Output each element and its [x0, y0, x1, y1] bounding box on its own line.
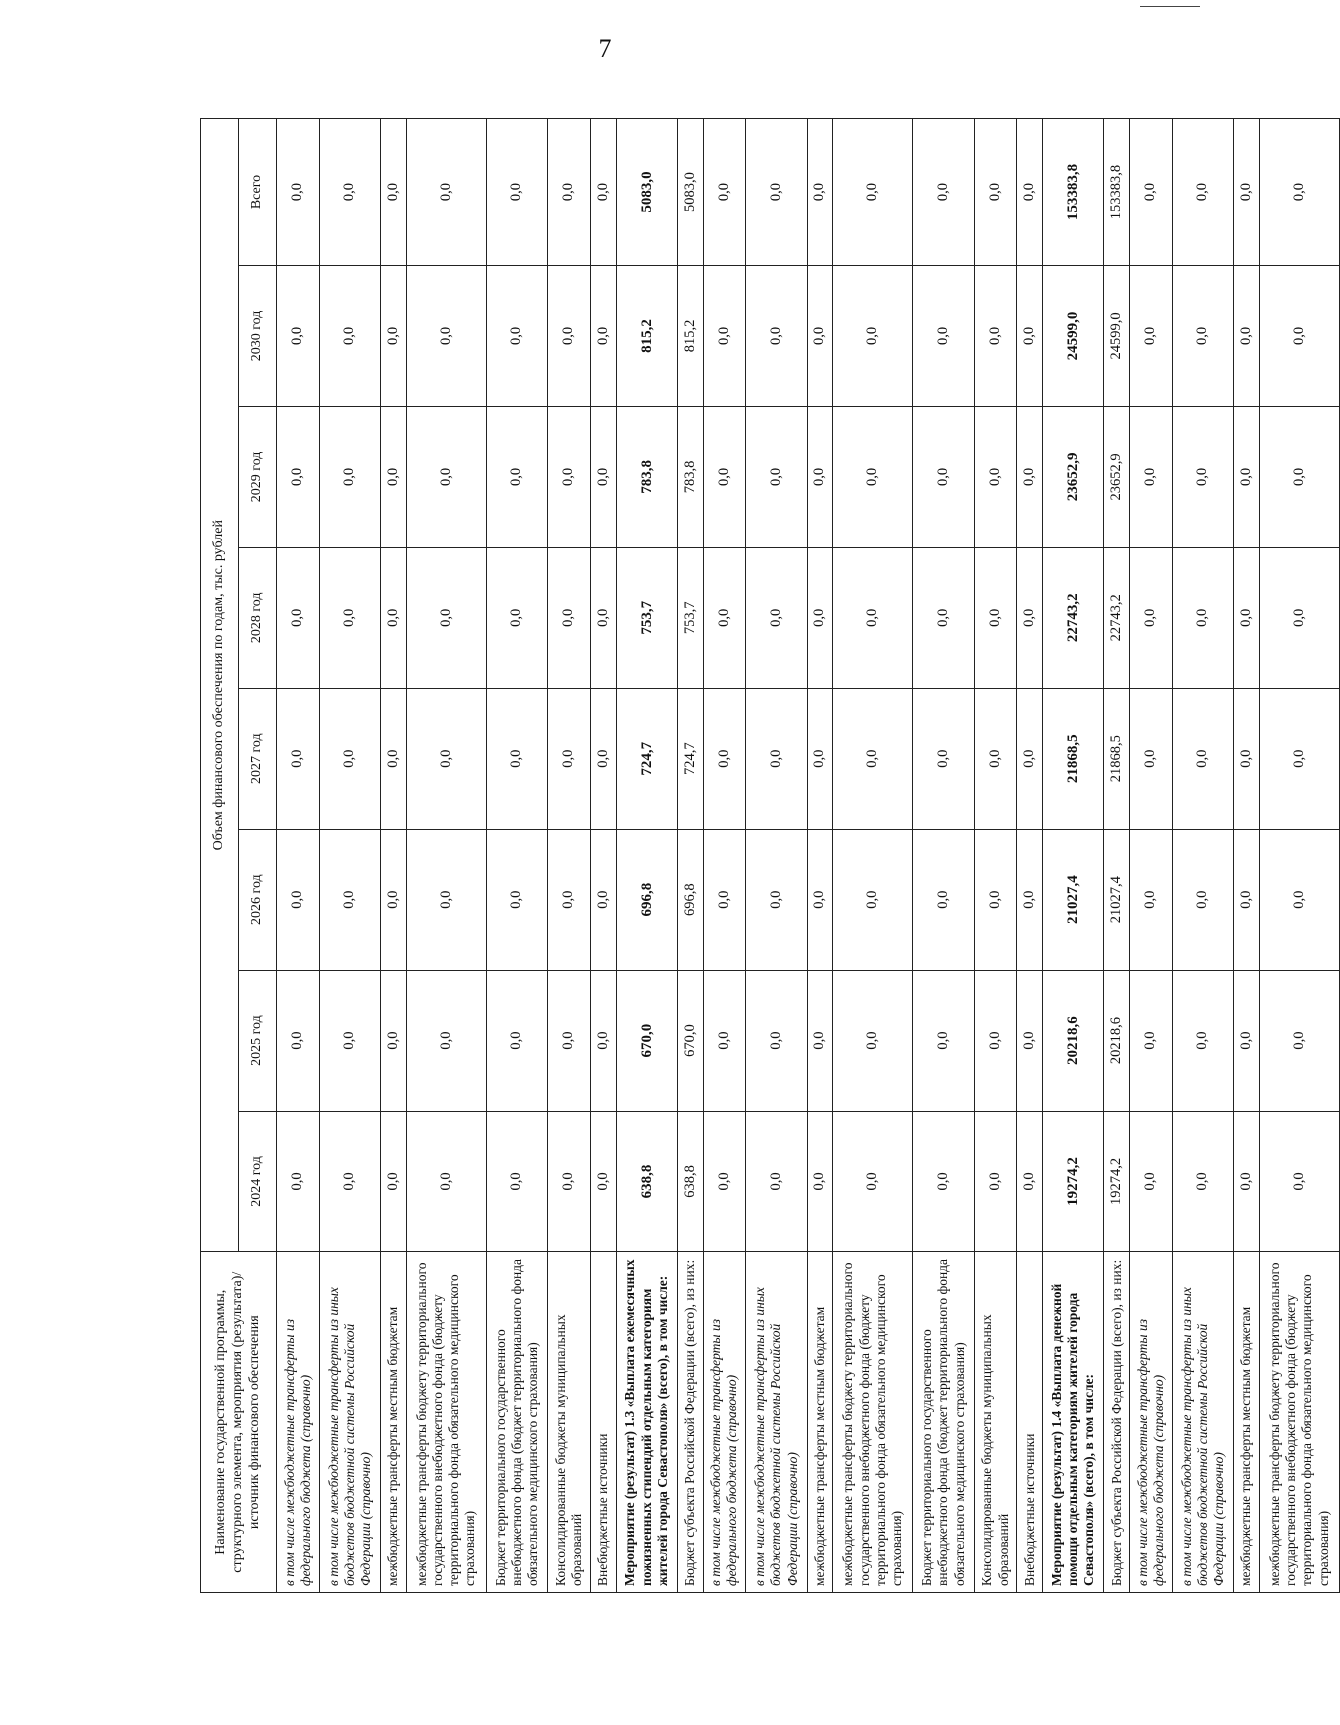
- row-label: Внебюджетные источники: [590, 1252, 616, 1593]
- row-year-value: 0,0: [277, 1111, 320, 1252]
- row-year-value: 0,0: [703, 547, 746, 688]
- row-year-value: 0,0: [833, 970, 913, 1111]
- row-year-value: 0,0: [1172, 265, 1233, 406]
- row-year-value: 0,0: [548, 970, 591, 1111]
- row-year-value: 0,0: [277, 688, 320, 829]
- row-year-value: 0,0: [974, 547, 1017, 688]
- row-year-value: 0,0: [746, 829, 807, 970]
- row-year-value: 0,0: [406, 829, 486, 970]
- row-label: в том числе межбюджетные трансферты из иных бюджетов бюджетной системы Российской Федерации (справочно): [746, 1252, 807, 1593]
- year-header: 2024 год: [239, 1111, 277, 1252]
- row-year-value: 0,0: [319, 688, 380, 829]
- row-year-value: 0,0: [590, 265, 616, 406]
- table-body: [277, 119, 1340, 1593]
- year-header: 2028 год: [239, 547, 277, 688]
- financing-group-header: Объем финансового обеспечения по годам, тыс. рублей: [201, 119, 239, 1252]
- row-year-value: 23652,9: [1104, 406, 1130, 547]
- row-year-value: 0,0: [1259, 406, 1339, 547]
- table-row: [974, 119, 1017, 1593]
- row-year-value: 0,0: [319, 970, 380, 1111]
- row-year-value: 0,0: [486, 688, 547, 829]
- row-year-value: 0,0: [1234, 265, 1260, 406]
- row-label: межбюджетные трансферты местным бюджетам: [807, 1252, 833, 1593]
- row-year-value: 0,0: [703, 265, 746, 406]
- corner-scan-line: [1140, 6, 1200, 7]
- row-year-value: 0,0: [381, 547, 407, 688]
- row-year-value: 20218,6: [1104, 970, 1130, 1111]
- row-year-value: 0,0: [486, 265, 547, 406]
- row-year-value: 0,0: [913, 265, 974, 406]
- row-year-value: 753,7: [616, 547, 677, 688]
- header-row-group: [201, 119, 239, 1593]
- row-year-value: 724,7: [616, 688, 677, 829]
- row-year-value: 0,0: [807, 1111, 833, 1252]
- row-year-value: 0,0: [1234, 688, 1260, 829]
- row-year-value: 670,0: [616, 970, 677, 1111]
- row-year-value: 24599,0: [1104, 265, 1130, 406]
- row-label: в том числе межбюджетные трансферты из иных бюджетов бюджетной системы Российской Федерации (справочно): [1172, 1252, 1233, 1593]
- row-year-value: 0,0: [1234, 1111, 1260, 1252]
- row-label: Консолидированные бюджеты муниципальных образований: [974, 1252, 1017, 1593]
- row-year-value: 0,0: [1130, 1111, 1173, 1252]
- row-year-value: 24599,0: [1043, 265, 1104, 406]
- row-year-value: 0,0: [548, 1111, 591, 1252]
- row-label: Бюджет субъекта Российской Федерации (всего), из них:: [1104, 1252, 1130, 1593]
- table-row: [1017, 119, 1043, 1593]
- table-row: [913, 119, 974, 1593]
- row-year-value: 0,0: [381, 829, 407, 970]
- table-row: [548, 119, 591, 1593]
- row-total-value: 153383,8: [1043, 119, 1104, 266]
- row-total-value: 0,0: [833, 119, 913, 266]
- row-year-value: 0,0: [406, 688, 486, 829]
- total-header: Всего: [239, 119, 277, 266]
- row-total-value: 0,0: [1130, 119, 1173, 266]
- row-year-value: 783,8: [677, 406, 703, 547]
- row-year-value: 0,0: [486, 1111, 547, 1252]
- row-year-value: 21027,4: [1043, 829, 1104, 970]
- row-year-value: 0,0: [974, 406, 1017, 547]
- row-year-value: 696,8: [616, 829, 677, 970]
- row-year-value: 753,7: [677, 547, 703, 688]
- year-header: 2027 год: [239, 688, 277, 829]
- row-year-value: 0,0: [703, 406, 746, 547]
- row-year-value: 19274,2: [1043, 1111, 1104, 1252]
- row-label: Внебюджетные источники: [1017, 1252, 1043, 1593]
- row-year-value: 0,0: [746, 265, 807, 406]
- financing-table: [200, 118, 1340, 1593]
- row-year-value: 0,0: [548, 406, 591, 547]
- row-year-value: 0,0: [486, 547, 547, 688]
- row-year-value: 0,0: [1017, 406, 1043, 547]
- row-year-value: 0,0: [277, 970, 320, 1111]
- row-year-value: 0,0: [807, 688, 833, 829]
- row-year-value: 0,0: [590, 970, 616, 1111]
- table-row: [833, 119, 913, 1593]
- row-label: Бюджет субъекта Российской Федерации (всего), из них:: [677, 1252, 703, 1593]
- table-row: [590, 119, 616, 1593]
- row-year-value: 0,0: [1130, 406, 1173, 547]
- row-year-value: 0,0: [319, 1111, 380, 1252]
- row-year-value: 0,0: [406, 265, 486, 406]
- row-year-value: 0,0: [590, 547, 616, 688]
- row-year-value: 0,0: [746, 406, 807, 547]
- row-total-value: 0,0: [913, 119, 974, 266]
- row-year-value: 0,0: [277, 406, 320, 547]
- row-total-value: 0,0: [590, 119, 616, 266]
- row-year-value: 0,0: [1259, 265, 1339, 406]
- row-label: межбюджетные трансферты бюджету территориального государственного внебюджетного фонда (бюджету территориального фонда обязательного медицинского страхования): [1259, 1252, 1339, 1593]
- row-year-value: 0,0: [746, 970, 807, 1111]
- row-year-value: 22743,2: [1043, 547, 1104, 688]
- row-year-value: 0,0: [1172, 829, 1233, 970]
- row-year-value: 0,0: [746, 1111, 807, 1252]
- row-year-value: 0,0: [277, 829, 320, 970]
- row-year-value: 0,0: [833, 1111, 913, 1252]
- year-header: 2029 год: [239, 406, 277, 547]
- row-year-value: 0,0: [406, 406, 486, 547]
- table-row: [319, 119, 380, 1593]
- row-year-value: 0,0: [486, 970, 547, 1111]
- row-year-value: 0,0: [1017, 1111, 1043, 1252]
- row-year-value: 21868,5: [1104, 688, 1130, 829]
- row-year-value: 0,0: [913, 406, 974, 547]
- row-year-value: 0,0: [703, 970, 746, 1111]
- row-year-value: 0,0: [381, 1111, 407, 1252]
- row-total-value: 5083,0: [616, 119, 677, 266]
- row-year-value: 0,0: [1172, 547, 1233, 688]
- table-row: [1259, 119, 1339, 1593]
- row-year-value: 0,0: [913, 829, 974, 970]
- row-total-value: 0,0: [406, 119, 486, 266]
- row-year-value: 0,0: [913, 970, 974, 1111]
- row-label: межбюджетные трансферты местным бюджетам: [381, 1252, 407, 1593]
- row-year-value: 0,0: [1130, 688, 1173, 829]
- row-total-value: 0,0: [1172, 119, 1233, 266]
- row-year-value: 0,0: [807, 829, 833, 970]
- row-year-value: 0,0: [703, 688, 746, 829]
- row-total-value: 0,0: [1234, 119, 1260, 266]
- row-year-value: 0,0: [381, 265, 407, 406]
- row-year-value: 0,0: [807, 970, 833, 1111]
- row-year-value: 0,0: [913, 547, 974, 688]
- row-year-value: 0,0: [1172, 406, 1233, 547]
- row-year-value: 0,0: [1259, 547, 1339, 688]
- row-year-value: 0,0: [319, 829, 380, 970]
- row-total-value: 0,0: [319, 119, 380, 266]
- row-total-value: 0,0: [277, 119, 320, 266]
- row-year-value: 0,0: [974, 265, 1017, 406]
- row-year-value: 0,0: [833, 688, 913, 829]
- row-year-value: 638,8: [677, 1111, 703, 1252]
- row-year-value: 0,0: [590, 1111, 616, 1252]
- row-year-value: 0,0: [277, 265, 320, 406]
- row-year-value: 0,0: [548, 688, 591, 829]
- row-total-value: 0,0: [1017, 119, 1043, 266]
- row-year-value: 0,0: [277, 547, 320, 688]
- row-year-value: 0,0: [833, 406, 913, 547]
- row-year-value: 23652,9: [1043, 406, 1104, 547]
- row-year-value: 0,0: [703, 1111, 746, 1252]
- row-year-value: 0,0: [1234, 547, 1260, 688]
- row-year-value: 0,0: [590, 829, 616, 970]
- year-header: 2025 год: [239, 970, 277, 1111]
- table-row: [381, 119, 407, 1593]
- row-year-value: 0,0: [1259, 970, 1339, 1111]
- row-year-value: 696,8: [677, 829, 703, 970]
- row-year-value: 21027,4: [1104, 829, 1130, 970]
- row-year-value: 0,0: [807, 406, 833, 547]
- row-year-value: 20218,6: [1043, 970, 1104, 1111]
- row-year-value: 0,0: [746, 688, 807, 829]
- row-label: межбюджетные трансферты бюджету территориального государственного внебюджетного фонда (бюджету территориального фонда обязательного медицинского страхования): [406, 1252, 486, 1593]
- row-year-value: 0,0: [974, 970, 1017, 1111]
- row-year-value: 0,0: [1234, 829, 1260, 970]
- row-year-value: 0,0: [1234, 406, 1260, 547]
- row-year-value: 0,0: [319, 265, 380, 406]
- row-year-value: 0,0: [1172, 688, 1233, 829]
- row-year-value: 0,0: [1130, 265, 1173, 406]
- row-year-value: 0,0: [974, 829, 1017, 970]
- row-year-value: 0,0: [590, 406, 616, 547]
- table-row: [406, 119, 486, 1593]
- row-label: Мероприятие (результат) 1.4 «Выплата денежной помощи отдельным категориям жителей города Севастополя» (всего), в том числе:: [1043, 1252, 1104, 1593]
- row-year-value: 0,0: [1130, 547, 1173, 688]
- row-year-value: 0,0: [1017, 688, 1043, 829]
- row-label: в том числе межбюджетные трансферты из иных бюджетов бюджетной системы Российской Федерации (справочно): [319, 1252, 380, 1593]
- row-year-value: 783,8: [616, 406, 677, 547]
- row-total-value: 0,0: [807, 119, 833, 266]
- table-row: [1104, 119, 1130, 1593]
- row-year-value: 0,0: [974, 1111, 1017, 1252]
- row-year-value: 0,0: [486, 829, 547, 970]
- row-label: Бюджет территориального государственного внебюджетного фонда (бюджет территориального фонда обязательного медицинского страхования): [913, 1252, 974, 1593]
- row-year-value: 0,0: [548, 265, 591, 406]
- row-year-value: 22743,2: [1104, 547, 1130, 688]
- row-total-value: 153383,8: [1104, 119, 1130, 266]
- row-year-value: 0,0: [913, 688, 974, 829]
- row-year-value: 0,0: [1234, 970, 1260, 1111]
- row-total-value: 0,0: [548, 119, 591, 266]
- row-year-value: 0,0: [1017, 547, 1043, 688]
- row-year-value: 0,0: [807, 265, 833, 406]
- row-total-value: 0,0: [1259, 119, 1339, 266]
- row-year-value: 0,0: [1259, 1111, 1339, 1252]
- row-year-value: 0,0: [1172, 970, 1233, 1111]
- row-year-value: 0,0: [406, 547, 486, 688]
- row-year-value: 0,0: [590, 688, 616, 829]
- row-year-value: 0,0: [1172, 1111, 1233, 1252]
- year-header: 2026 год: [239, 829, 277, 970]
- table-row: [1130, 119, 1173, 1593]
- row-year-value: 0,0: [833, 547, 913, 688]
- row-year-value: 0,0: [746, 547, 807, 688]
- table-row: [1172, 119, 1233, 1593]
- row-year-value: 0,0: [381, 970, 407, 1111]
- row-label: межбюджетные трансферты бюджету территориального государственного внебюджетного фонда (бюджету территориального фонда обязательного медицинского страхования): [833, 1252, 913, 1593]
- row-label: межбюджетные трансферты местным бюджетам: [1234, 1252, 1260, 1593]
- row-year-value: 724,7: [677, 688, 703, 829]
- row-year-value: 0,0: [703, 829, 746, 970]
- year-header: 2030 год: [239, 265, 277, 406]
- row-year-value: 0,0: [319, 547, 380, 688]
- row-label: Бюджет территориального государственного внебюджетного фонда (бюджет территориального фонда обязательного медицинского страхования): [486, 1252, 547, 1593]
- row-year-value: 0,0: [548, 829, 591, 970]
- row-year-value: 638,8: [616, 1111, 677, 1252]
- row-label: в том числе межбюджетные трансферты из федерального бюджета (справочно): [277, 1252, 320, 1593]
- table-row: [277, 119, 320, 1593]
- table-row: [807, 119, 833, 1593]
- row-year-value: 0,0: [1017, 265, 1043, 406]
- row-year-value: 0,0: [913, 1111, 974, 1252]
- row-year-value: 0,0: [1017, 829, 1043, 970]
- row-total-value: 0,0: [974, 119, 1017, 266]
- row-year-value: 0,0: [1259, 829, 1339, 970]
- table-row: [746, 119, 807, 1593]
- row-year-value: 0,0: [406, 970, 486, 1111]
- row-total-value: 0,0: [703, 119, 746, 266]
- row-year-value: 0,0: [319, 406, 380, 547]
- row-year-value: 0,0: [974, 688, 1017, 829]
- row-year-value: 815,2: [677, 265, 703, 406]
- row-year-value: 19274,2: [1104, 1111, 1130, 1252]
- row-year-value: 0,0: [1130, 829, 1173, 970]
- row-year-value: 670,0: [677, 970, 703, 1111]
- row-total-value: 5083,0: [677, 119, 703, 266]
- row-year-value: 0,0: [406, 1111, 486, 1252]
- row-year-value: 0,0: [1259, 688, 1339, 829]
- table-row: [1043, 119, 1104, 1593]
- row-year-value: 815,2: [616, 265, 677, 406]
- row-total-value: 0,0: [746, 119, 807, 266]
- row-label: в том числе межбюджетные трансферты из федерального бюджета (справочно): [1130, 1252, 1173, 1593]
- row-year-value: 21868,5: [1043, 688, 1104, 829]
- rotated-table-container: [200, 118, 1340, 1593]
- row-year-value: 0,0: [1130, 970, 1173, 1111]
- row-year-value: 0,0: [381, 406, 407, 547]
- row-year-value: 0,0: [1017, 970, 1043, 1111]
- table-row: [1234, 119, 1260, 1593]
- row-year-value: 0,0: [381, 688, 407, 829]
- table-row: [703, 119, 746, 1593]
- row-year-value: 0,0: [833, 265, 913, 406]
- table-row: [616, 119, 677, 1593]
- row-label: Мероприятие (результат) 1.3 «Выплата ежемесячных пожизненных стипендий отдельным категориям жителей города Севастополя» (всего), в том числе:: [616, 1252, 677, 1593]
- row-year-value: 0,0: [486, 406, 547, 547]
- page-number: 7: [598, 34, 612, 63]
- name-column-header: Наименование государственной программы, структурного элемента, мероприятия (результата)/источник финансового обеспечения: [201, 1252, 277, 1593]
- row-label: в том числе межбюджетные трансферты из федерального бюджета (справочно): [703, 1252, 746, 1593]
- row-total-value: 0,0: [381, 119, 407, 266]
- table-row: [486, 119, 547, 1593]
- table-row: [677, 119, 703, 1593]
- row-year-value: 0,0: [548, 547, 591, 688]
- row-year-value: 0,0: [833, 829, 913, 970]
- row-label: Консолидированные бюджеты муниципальных образований: [548, 1252, 591, 1593]
- row-year-value: 0,0: [807, 547, 833, 688]
- row-total-value: 0,0: [486, 119, 547, 266]
